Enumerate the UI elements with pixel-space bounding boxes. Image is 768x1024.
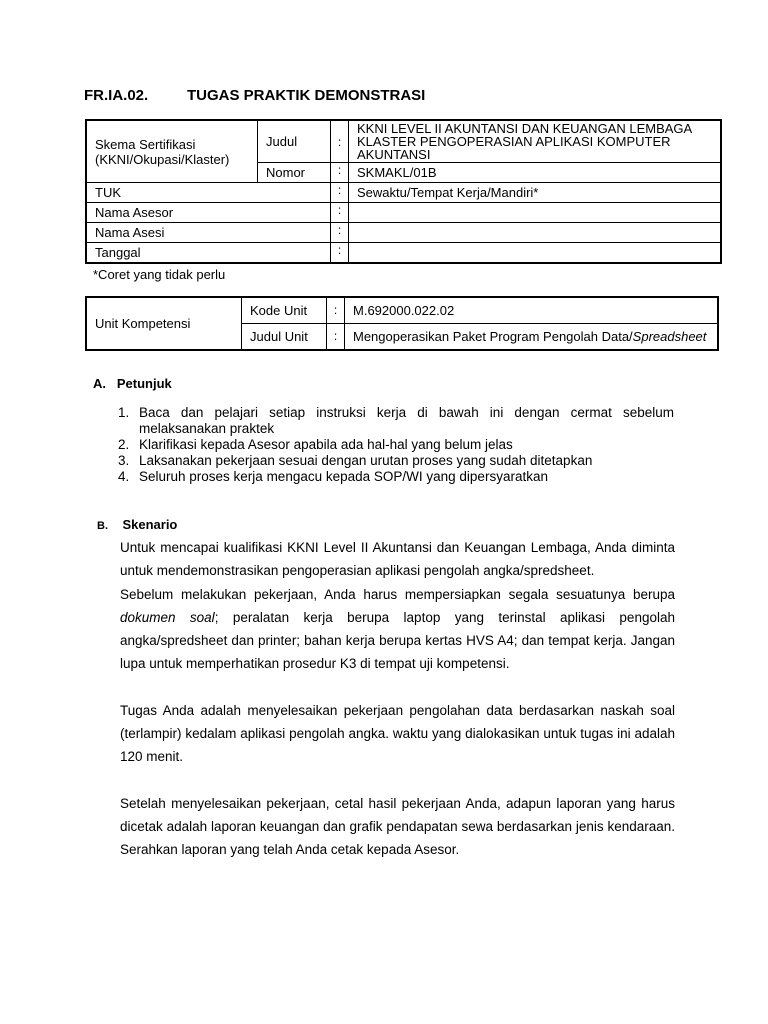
colon: : [331, 223, 349, 243]
asesi-value[interactable] [349, 223, 722, 243]
judul-value-line: KLASTER PENGOPERASIAN APLIKASI KOMPUTER [357, 134, 671, 149]
unit-label: Unit Kompetensi [86, 297, 242, 350]
scenario-text [120, 536, 675, 862]
table-row [86, 203, 721, 223]
judul-value-line: AKUNTANSI [357, 147, 431, 162]
table-row [86, 223, 721, 243]
list-number: 3. [118, 453, 130, 468]
document-title [84, 87, 425, 104]
scenario-paragraph [120, 583, 675, 676]
asesor-label: Nama Asesor [86, 203, 331, 223]
kode-value: M.692000.022.02 [345, 297, 719, 323]
colon: : [331, 243, 349, 263]
table-row [86, 243, 721, 263]
kode-label: Kode Unit [242, 297, 327, 323]
skema-label-cell [86, 120, 258, 183]
colon: : [331, 183, 349, 203]
judul-unit-italic-text: Spreadsheet [632, 328, 707, 344]
colon: : [327, 297, 345, 323]
section-a-heading [93, 376, 172, 391]
list-text: Baca dan pelajari setiap instruksi kerja di bawah ini dengan cermat sebelum melaksanakan praktek [139, 405, 674, 436]
unit-competency-table [85, 296, 719, 351]
list-text: Klarifikasi kepada Asesor apabila ada hal-hal yang belum jelas [139, 437, 513, 452]
certification-info-table [85, 119, 722, 264]
strikeout-note: *Coret yang tidak perlu [93, 267, 226, 282]
skema-label: Skema Sertifikasi [95, 136, 196, 152]
tanggal-label: Tanggal [86, 243, 331, 263]
judul-value-line: KKNI LEVEL II AKUNTANSI DAN KEUANGAN LEMBAGA [357, 121, 693, 136]
judul-label: Judul [258, 120, 331, 163]
form-code: FR.IA.02. [84, 87, 149, 104]
nomor-value: SKMAKL/01B [349, 163, 722, 183]
list-text: Seluruh proses kerja mengacu kepada SOP/WI yang dipersyaratkan [139, 469, 548, 484]
list-text: Laksanakan pekerjaan sesuai dengan urutan proses yang sudah ditetapkan [139, 453, 593, 468]
asesi-label: Nama Asesi [86, 223, 331, 243]
scenario-paragraph: Tugas Anda adalah menyelesaikan pekerjaan pengolahan data berdasarkan naskah soal (terlampir) kedalam aplikasi pengolah angka. waktu yang dialokasikan untuk tugas ini adalah 120 menit. [120, 702, 675, 765]
colon: : [331, 203, 349, 223]
section-a-title: Petunjuk [116, 376, 172, 391]
colon: : [331, 120, 349, 163]
tanggal-value[interactable] [349, 243, 722, 263]
colon: : [327, 323, 345, 350]
section-b-title: Skenario [122, 517, 178, 532]
colon: : [331, 163, 349, 183]
scenario-paragraph: Setelah menyelesaikan pekerjaan, cetal hasil pekerjaan Anda, adapun laporan yang harus dicetak adalah laporan keuangan dan grafik pendapatan sewa berdasarkan jenis kendaraan. Serahkan laporan yang telah Anda cetak kepada Asesor. [120, 795, 675, 858]
list-item [118, 469, 674, 485]
list-item [118, 437, 674, 453]
judul-unit-text: Mengoperasikan Paket Program Pengolah Data/ [353, 328, 633, 344]
skema-sublabel: (KKNI/Okupasi/Klaster) [95, 151, 230, 167]
instruction-list [118, 405, 674, 485]
scenario-text-run: Sebelum melakukan pekerjaan, Anda harus mempersiapkan segala sesuatunya berupa [120, 586, 675, 602]
form-title: TUGAS PRAKTIK DEMONSTRASI [187, 87, 426, 104]
table-row [86, 120, 721, 163]
judul-unit-label: Judul Unit [242, 323, 327, 350]
judul-unit-value [345, 323, 719, 350]
section-b-marker: B. [97, 520, 108, 532]
tuk-label: TUK [86, 183, 331, 203]
scenario-italic-text: dokumen soal [120, 609, 215, 625]
scenario-paragraph: Untuk mencapai kualifikasi KKNI Level II Akuntansi dan Keuangan Lembaga, Anda diminta untuk mendemonstrasikan pengoperasian aplikasi pengolah angka/spredsheet. [120, 540, 675, 579]
list-number: 2. [118, 437, 130, 452]
table-row [86, 297, 718, 323]
section-a-marker: A. [93, 376, 106, 391]
table-row [86, 183, 721, 203]
list-number: 4. [118, 469, 130, 484]
scenario-text-run: ; peralatan kerja berupa laptop yang terinstal aplikasi pengolah angka/spredsheet dan printer; bahan kerja berupa kertas HVS A4; dan tempat kerja. Jangan lupa untuk memperhatikan prosedur K3 di tempat uji kompetensi. [120, 609, 675, 672]
section-b-heading [97, 517, 177, 532]
nomor-label: Nomor [258, 163, 331, 183]
list-item [118, 405, 674, 437]
asesor-value[interactable] [349, 203, 722, 223]
judul-value-cell [349, 120, 722, 163]
tuk-value: Sewaktu/Tempat Kerja/Mandiri* [349, 183, 722, 203]
list-number: 1. [118, 405, 130, 420]
list-item [118, 453, 674, 469]
